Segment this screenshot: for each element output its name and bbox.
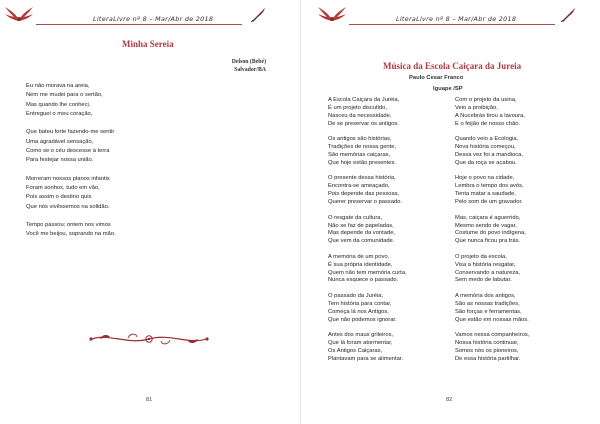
right-page	[300, 0, 600, 424]
poem-line: Que hoje estão presentes.	[328, 159, 396, 166]
poem-line: Visa a história resgatar,	[455, 261, 516, 268]
poem-line: O presente dessa história,	[328, 175, 396, 182]
header-title: LiteraLivre nº 8 – Mar/Abr de 2018	[93, 15, 214, 23]
stanza	[328, 254, 407, 285]
poem-line: Nasceu da necessidade,	[328, 112, 392, 119]
poem-line: Entreguei o meu coração,	[26, 110, 93, 117]
poem-line: Encontra-se ameaçado,	[328, 183, 390, 190]
poem-line: Que vem da comunidade.	[328, 238, 395, 245]
stanza	[328, 332, 407, 363]
poem-line: A Nucebrás tirou a lavoura,	[455, 112, 525, 119]
poem-author	[232, 58, 266, 74]
stanza	[26, 128, 116, 165]
poem-line: Que nós vivêssemos na solidão.	[26, 203, 110, 210]
poem-line: Somos nós os pioneiros,	[455, 348, 519, 354]
stanza	[455, 332, 529, 363]
poem-line: Que bateu forte fazendo-me sentir	[26, 129, 115, 136]
poem-line: De essa história partilhar.	[455, 355, 521, 362]
stanza	[455, 215, 529, 246]
stanza	[328, 136, 407, 167]
stanza	[455, 175, 529, 206]
poem-line: Lembra o tempo dos avós,	[455, 183, 524, 190]
poem-line: Antes dos maus grileiros,	[328, 332, 394, 339]
poem-column-1	[328, 97, 407, 372]
stanza	[26, 175, 116, 212]
poem-line: Mas depende da vontade,	[328, 230, 396, 237]
poem-line: São forças e ferramentas,	[455, 308, 522, 315]
poem-line: Os antigos são histórias,	[328, 136, 392, 143]
poem-line: Pois assim o destino quis	[26, 194, 92, 201]
poem-line: Que nunca ficou pra trás.	[455, 238, 521, 245]
stanza	[455, 136, 529, 167]
stanza	[455, 293, 529, 324]
poem-line: É um projeto discutido,	[328, 104, 387, 111]
poem-line: É sua própria identidade,	[328, 261, 393, 268]
winged-logo-icon	[317, 4, 347, 24]
poem-column-2	[455, 97, 529, 372]
stanza	[26, 82, 116, 119]
author-place: Iguape /SP	[433, 86, 463, 92]
quill-pen-icon	[560, 7, 576, 23]
poem-line: Tenta matar a saudade,	[455, 191, 516, 198]
poem-line: Que não podemos ignorar.	[328, 316, 397, 323]
author-name: Delson (Bebé)	[231, 59, 266, 65]
stanza	[455, 97, 529, 128]
page-number: 81	[146, 397, 153, 403]
poem-line: Os Antigos Caiçaras,	[328, 348, 383, 354]
poem-line: Que lá foram atormentar,	[328, 340, 393, 347]
poem-line: Tradições de nossa gente,	[328, 144, 397, 151]
poem-line: Morreram nossos planos infantis	[26, 175, 110, 182]
poem-line: Nunca esquece o passado.	[328, 277, 399, 284]
poem-line: Plantavam para se alimentar.	[328, 355, 404, 362]
poem-line: Eu não morava na areia,	[26, 83, 90, 89]
poem-line: Mas, caiçara é aguerrido,	[455, 214, 521, 221]
poem-line: Foram sonhos, tudo em vão,	[26, 185, 100, 192]
poem-title: Minha Sereia	[122, 39, 174, 49]
poem-line: Uma agradável sensação,	[26, 138, 94, 145]
poem-line: Quando veio a Ecologia,	[455, 136, 519, 143]
poem-line: O passado da Juréia,	[328, 293, 384, 300]
quill-pen-icon	[250, 7, 266, 23]
poem-line: Pois depende das pessoas,	[328, 191, 400, 198]
author-place: Salvador/BA	[234, 67, 266, 73]
poem-line: Sem medo de labutar.	[455, 277, 512, 284]
poem-line: Não se faz de papeladas,	[328, 222, 394, 229]
poem-line: Dessa vez foi a mandioca,	[455, 151, 523, 158]
poem-title: Música da Escola Caiçara da Jureia	[383, 61, 522, 71]
stanza	[328, 215, 407, 246]
winged-logo-icon	[4, 4, 34, 24]
poem-line: Nova história começou,	[455, 144, 516, 151]
poem-line: Tem história para contar,	[328, 300, 392, 307]
poem-line: Hoje o povo na cidade,	[455, 175, 515, 182]
poem-line: Começa lá nos Antigos,	[328, 308, 389, 315]
floral-divider-icon	[88, 329, 210, 349]
poem-line: Conservando a natureza,	[455, 269, 521, 276]
poem-body	[26, 82, 116, 249]
stanza	[328, 293, 407, 324]
header-rule	[349, 24, 555, 25]
poem-line: Para festejar nossa união.	[26, 157, 94, 164]
poem-line: O projeto da escola,	[455, 253, 507, 260]
stanza	[328, 175, 407, 206]
poem-line: Quem não tem memória curta,	[328, 269, 407, 276]
header-title: LiteraLivre nº 8 – Mar/Abr de 2018	[396, 15, 517, 23]
poem-line: Como se o céu descesse à terra	[26, 147, 110, 154]
poem-line: Você me beijou, soprando na mão.	[26, 231, 116, 238]
author-name: Paulo Cesar Franco	[409, 75, 464, 81]
poem-line: Pelo som de um gravador.	[455, 198, 523, 205]
stanza	[26, 221, 116, 240]
poem-line: A memória de um povo,	[328, 253, 390, 260]
poem-line: Nossa história continuar,	[455, 340, 519, 347]
poem-line: Tempo passou; ontem nos vimos	[26, 222, 111, 229]
poem-line: Veio a proibição,	[455, 104, 498, 111]
poem-line: E o feijão de nosso chão.	[455, 120, 521, 127]
poem-line: A memória dos antigos,	[455, 293, 516, 300]
poem-line: Mas quando lhe conheci,	[26, 101, 91, 108]
stanza	[455, 254, 529, 285]
poem-line: Costume do povo indígena,	[455, 230, 526, 237]
poem-line: Nem me mudei para o sertão,	[26, 92, 103, 99]
page-number: 82	[446, 397, 453, 403]
stanza	[328, 97, 407, 128]
poem-line: Com o projeto da usina,	[455, 97, 517, 103]
poem-line: Que da roça se acabou.	[455, 159, 517, 166]
poem-line: O resgate da cultura,	[328, 214, 383, 221]
poem-line: São as nossas tradições,	[455, 300, 520, 307]
poem-line: Mesmo sendo de vagar,	[455, 222, 517, 229]
poem-line: São memórias caiçaras,	[328, 151, 391, 158]
header-rule	[36, 24, 242, 25]
poem-line: Querer preservar o passado.	[328, 198, 403, 205]
poem-line: De se preservar os antigos.	[328, 120, 399, 127]
poem-line: A Escola Caiçara da Juréia,	[328, 97, 400, 103]
poem-line: Que estão em nossas mãos.	[455, 316, 529, 323]
poem-line: Vamos nessa companheiros,	[455, 332, 530, 339]
